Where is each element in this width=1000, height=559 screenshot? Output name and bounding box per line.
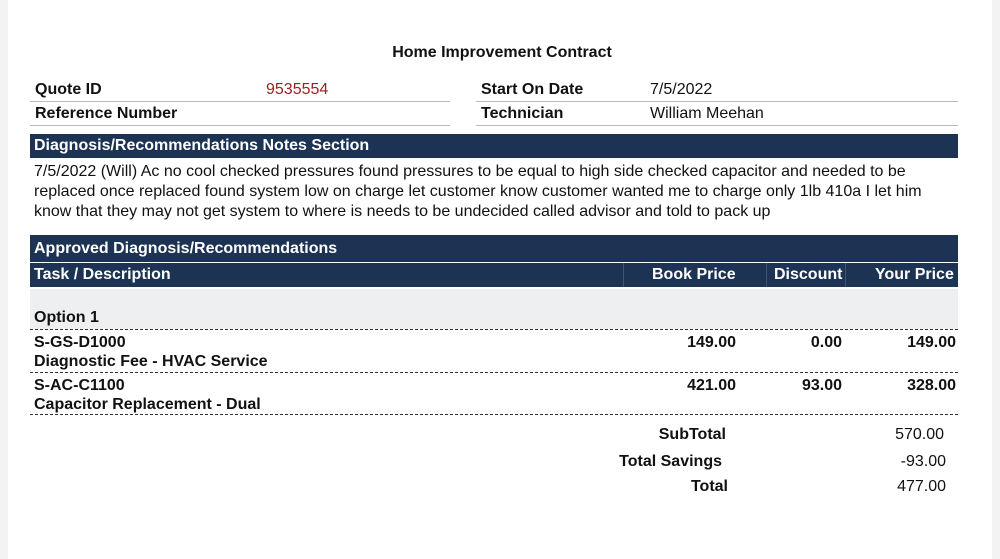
column-discount: Discount bbox=[774, 266, 843, 283]
item-description: Capacitor Replacement - Dual bbox=[34, 396, 261, 413]
document-title: Home Improvement Contract bbox=[392, 44, 612, 61]
technician-label: Technician bbox=[481, 105, 564, 122]
approved-section-header: Approved Diagnosis/Recommendations bbox=[30, 235, 958, 262]
contract-page bbox=[8, 0, 992, 559]
notes-section-header: Diagnosis/Recommendations Notes Section bbox=[30, 134, 958, 158]
start-date-label: Start On Date bbox=[481, 81, 584, 98]
total-savings-label: Total Savings bbox=[619, 453, 722, 470]
item-your-price: 149.00 bbox=[907, 334, 956, 351]
item-code: S-GS-D1000 bbox=[34, 334, 126, 351]
reference-underline bbox=[30, 125, 450, 126]
start-date-underline bbox=[476, 101, 958, 102]
item-discount: 0.00 bbox=[810, 334, 842, 351]
total-value: 477.00 bbox=[897, 478, 946, 495]
option-label: Option 1 bbox=[34, 309, 99, 326]
column-divider bbox=[766, 263, 767, 287]
column-task: Task / Description bbox=[34, 266, 171, 283]
column-divider bbox=[623, 263, 624, 287]
row-divider bbox=[30, 372, 958, 373]
quote-id-value: 9535554 bbox=[266, 81, 329, 98]
item-book-price: 149.00 bbox=[687, 334, 736, 351]
option-band bbox=[30, 289, 958, 329]
reference-number-label: Reference Number bbox=[35, 105, 178, 122]
table-row bbox=[34, 333, 268, 371]
item-book-price: 421.00 bbox=[687, 377, 736, 394]
table-header-row bbox=[30, 263, 958, 287]
column-your-price: Your Price bbox=[875, 266, 954, 283]
row-divider bbox=[30, 329, 958, 330]
item-description: Diagnostic Fee - HVAC Service bbox=[34, 353, 268, 370]
start-date-value: 7/5/2022 bbox=[650, 81, 713, 98]
table-row bbox=[34, 376, 261, 414]
technician-underline bbox=[476, 125, 958, 126]
diagnosis-notes: 7/5/2022 (Will) Ac no cool checked pressures found pressures to be equal to high side checked capacitor and needed to be replaced once replaced found system low on charge let customer know customer wanted me to charge only 1lb 410a I let him know that they may not get system to where is needs to be undecided called advisor and told to pack up bbox=[34, 163, 922, 220]
row-divider bbox=[30, 414, 958, 415]
total-label: Total bbox=[690, 478, 728, 495]
item-discount: 93.00 bbox=[801, 377, 842, 394]
quote-id-underline bbox=[30, 101, 450, 102]
item-code: S-AC-C1100 bbox=[34, 377, 125, 394]
column-book-price: Book Price bbox=[652, 266, 736, 283]
quote-id-label: Quote ID bbox=[35, 81, 102, 98]
column-divider bbox=[845, 263, 846, 287]
total-savings-value: -93.00 bbox=[900, 453, 946, 470]
subtotal-label: SubTotal bbox=[658, 426, 726, 443]
item-your-price: 328.00 bbox=[907, 377, 956, 394]
technician-value: William Meehan bbox=[650, 105, 764, 122]
subtotal-value: 570.00 bbox=[895, 426, 944, 443]
